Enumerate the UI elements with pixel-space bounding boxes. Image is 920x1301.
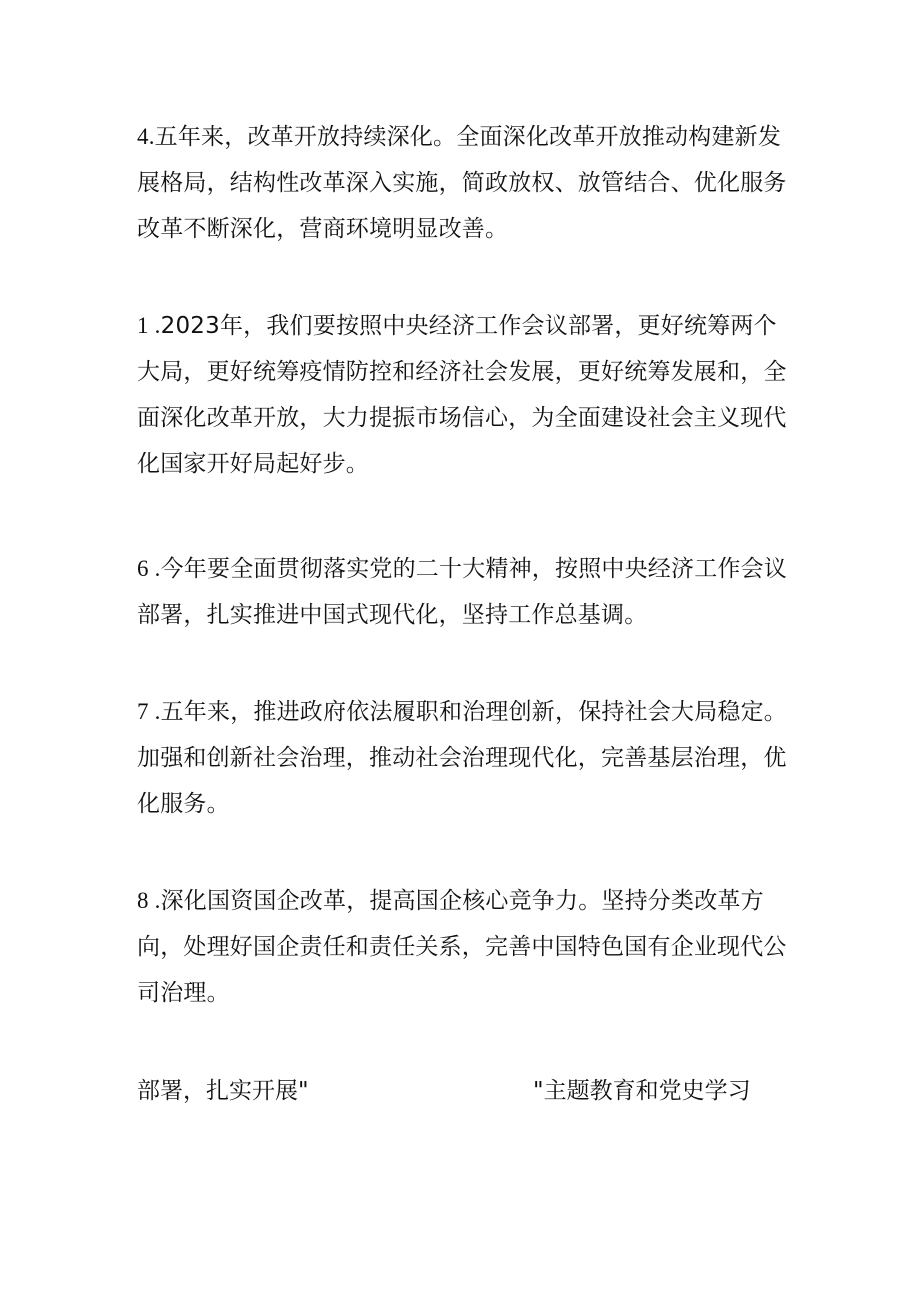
paragraph-number: 6 . (137, 556, 161, 581)
trailing-line (137, 1068, 797, 1114)
trailing-line-left: 部署，扎实开展" (137, 1078, 309, 1104)
trailing-line-right: "主题教育和党史学习 (533, 1078, 751, 1104)
paragraph-text: 五年来，推进政府依法履职和治理创新，保持社会大局稳定。加强和创新社会治理，推动社会治理现代化，完善基层治理，优化服务。 (137, 699, 788, 817)
paragraph-1 (137, 303, 797, 487)
paragraph-6 (137, 546, 797, 638)
paragraph-text: 2023年，我们要按照中央经济工作会议部署，更好统筹两个大局，更好统筹疫情防控和经济社会发展，更好统筹发展和，全面深化改革开放，大力提振市场信心，为全面建设社会主义现代化国家开好局起好步。 (137, 313, 787, 477)
paragraph-text: 五年来，改革开放持续深化。全面深化改革开放推动构建新发展格局，结构性改革深入实施，简政放权、放管结合、优化服务改革不断深化，营商环境明显改善。 (137, 124, 787, 242)
paragraph-4 (137, 114, 797, 252)
paragraph-number: 7 . (137, 699, 161, 724)
paragraph-number: 1 . (137, 313, 161, 338)
paragraph-8 (137, 878, 797, 1016)
paragraph-text: 今年要全面贯彻落实党的二十大精神，按照中央经济工作会议部署，扎实推进中国式现代化，坚持工作总基调。 (137, 556, 788, 628)
paragraph-number: 4. (137, 124, 155, 149)
paragraph-text: 深化国资国企改革，提高国企核心竞争力。坚持分类改革方向，处理好国企责任和责任关系，完善中国特色国有企业现代公司治理。 (137, 888, 787, 1006)
paragraph-number: 8 . (137, 888, 161, 913)
paragraph-7 (137, 689, 797, 827)
